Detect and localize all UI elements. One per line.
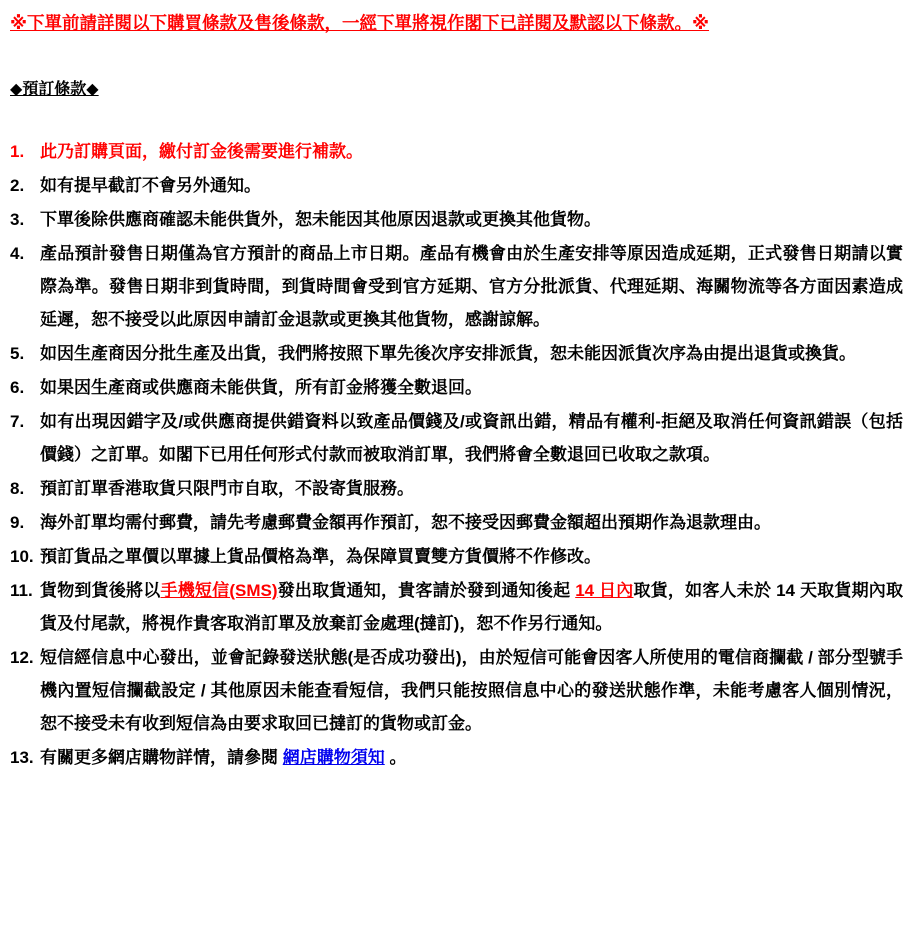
- term-item-5: [10, 337, 903, 370]
- term-highlight: 14 日內: [575, 581, 634, 601]
- term-segment: 此乃訂購頁面，繳付訂金後需要進行補款。: [40, 142, 363, 162]
- term-segment: 產品預計發售日期僅為官方預計的商品上市日期。產品有機會由於生產安排等原因造成延期，正式發售日期請以實際為準。發售日期非到貨時間，到貨時間會受到官方延期、官方分批派貨、代理延期、海關物流等各方面因素造成延遲，恕不接受以此原因申請訂金退款或更換其他貨物，感謝諒解。: [40, 244, 903, 330]
- term-number: 1.: [10, 142, 25, 162]
- term-highlight: 手機短信(SMS): [160, 581, 278, 601]
- terms-list: [10, 135, 903, 774]
- term-number: 5.: [10, 344, 25, 364]
- term-segment: 海外訂單均需付郵費，請先考慮郵費金額再作預訂，恕不接受因郵費金額超出預期作為退款理由。: [40, 513, 771, 533]
- term-segment: 下單後除供應商確認未能供貨外，恕未能因其他原因退款或更換其他貨物。: [40, 210, 601, 230]
- term-text: [40, 405, 903, 471]
- term-segment: 發出取貨通知，貴客請於發到通知後起: [277, 581, 576, 601]
- term-segment: 有關更多網店購物詳情，請參閱: [40, 748, 283, 768]
- term-segment: 貨物到貨後將以: [40, 581, 161, 601]
- term-number: 13.: [10, 748, 34, 768]
- term-text: [40, 540, 903, 573]
- term-text: [40, 135, 903, 168]
- term-item-12: [10, 641, 903, 740]
- term-segment: 如因生產商因分批生產及出貨，我們將按照下單先後次序安排派貨，恕未能因派貨次序為由提出退貨或換貨。: [40, 344, 856, 364]
- term-text: [40, 169, 903, 202]
- term-item-8: [10, 472, 903, 505]
- term-text: [40, 472, 903, 505]
- term-item-2: [10, 169, 903, 202]
- term-item-4: [10, 237, 903, 336]
- term-number: 3.: [10, 210, 25, 230]
- term-number: 10.: [10, 547, 34, 567]
- term-item-13: [10, 741, 903, 774]
- term-segment: 預訂訂單香港取貨只限門市自取，不設寄貨服務。: [40, 479, 414, 499]
- term-segment: 如果因生產商或供應商未能供貨，所有訂金將獲全數退回。: [40, 378, 482, 398]
- term-text: [40, 741, 903, 774]
- term-text: [40, 337, 903, 370]
- term-item-10: [10, 540, 903, 573]
- term-item-7: [10, 405, 903, 471]
- term-item-1: [10, 135, 903, 168]
- term-text: [40, 203, 903, 236]
- term-item-11: [10, 574, 903, 640]
- term-number: 9.: [10, 513, 25, 533]
- term-item-6: [10, 371, 903, 404]
- term-segment: 。: [384, 748, 407, 768]
- term-text: [40, 641, 903, 740]
- term-number: 6.: [10, 378, 25, 398]
- term-segment: 取貨，如客人未於 14 天取貨期內取貨及付尾款，將視作貴客取消訂單及放棄訂金處理(撻訂)，恕不作另行通知。: [40, 581, 903, 634]
- term-text: [40, 506, 903, 539]
- term-number: 2.: [10, 176, 25, 196]
- term-item-9: [10, 506, 903, 539]
- section-heading-preorder-terms: ◆預訂條款◆: [10, 81, 99, 99]
- shop-guide-link[interactable]: 網店購物須知: [282, 748, 385, 768]
- term-number: 7.: [10, 412, 25, 432]
- term-text: [40, 574, 903, 640]
- term-number: 12.: [10, 648, 34, 668]
- term-number: 11.: [10, 581, 33, 601]
- term-segment: 短信經信息中心發出，並會記錄發送狀態(是否成功發出)，由於短信可能會因客人所使用的電信商攔截 / 部分型號手機內置短信攔截設定 / 其他原因未能查看短信，我們只能按照信息中心的發送狀態作準，未能考慮客人個別情況，恕不接受未有收到短信為由要求取回已撻訂的貨物或訂金。: [40, 648, 903, 734]
- term-segment: 如有提早截訂不會另外通知。: [40, 176, 261, 196]
- page-title: ※下單前請詳閱以下購買條款及售後條款，一經下單將視作閣下已詳閱及默認以下條款。※: [10, 13, 710, 33]
- term-segment: 如有出現因錯字及/或供應商提供錯資料以致產品價錢及/或資訊出錯，精品有權利-拒絕及取消任何資訊錯誤（包括價錢）之訂單。如閣下已用任何形式付款而被取消訂單，我們將會全數退回已收取之款項。: [40, 412, 903, 465]
- term-text: [40, 371, 903, 404]
- term-number: 4.: [10, 244, 25, 264]
- term-item-3: [10, 203, 903, 236]
- term-segment: 預訂貨品之單價以單據上貨品價格為準，為保障買賣雙方貨價將不作修改。: [40, 547, 601, 567]
- term-number: 8.: [10, 479, 25, 499]
- term-text: [40, 237, 903, 336]
